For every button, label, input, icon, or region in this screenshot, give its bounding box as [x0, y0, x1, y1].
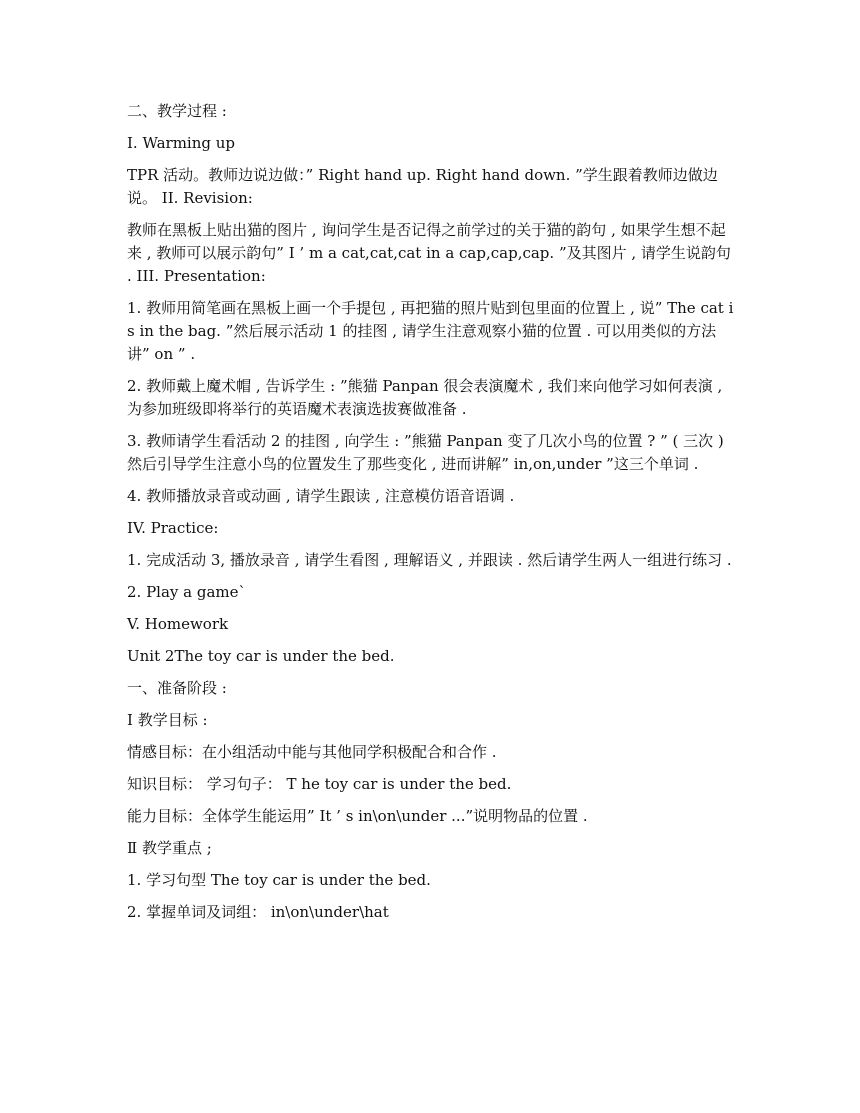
stage-heading-homework: V. Homework — [127, 615, 229, 633]
focus-item-2: 2. 掌握单词及词组： in\on\under\hat — [127, 903, 389, 921]
paragraph-presentation-step-2: 2. 教师戴上魔术帽 , 告诉学生 : ”熊猫 Panpan 很会表演魔术 , 我们来向他学习如何表演 , 为参加班级即将举行的英语魔术表演选拔赛做准备 . — [127, 377, 723, 418]
subheading-teaching-focus: Ⅱ 教学重点 ; — [127, 839, 212, 857]
section-heading-preparation: 一、准备阶段 : — [127, 679, 227, 697]
paragraph-tpr-activity: TPR 活动。教师边说边做：” Right hand up. Right hand down. ”学生跟着教师边做边说。 II. Revision: — [127, 166, 718, 207]
paragraph-practice-step-1: 1. 完成活动 3, 播放录音 , 请学生看图 , 理解语义 , 并跟读 . 然后请学生两人一组进行练习 . — [127, 551, 732, 569]
objective-knowledge: 知识目标： 学习句子： T he toy car is under the bed. — [127, 775, 512, 793]
paragraph-practice-step-2: 2. Play a game` — [127, 583, 247, 601]
paragraph-presentation-step-1: 1. 教师用简笔画在黑板上画一个手提包 , 再把猫的照片贴到包里面的位置上 , 说” The cat is in the bag. ”然后展示活动 1 的挂图 , 请学生注意观察小猫的位置 . 可以用类似的方法讲” on ” . — [127, 299, 734, 363]
objective-ability: 能力目标：全体学生能运用” It ’ s in\on\under ...”说明物品的位置 . — [127, 807, 588, 825]
paragraph-presentation-step-4: 4. 教师播放录音或动画 , 请学生跟读 , 注意模仿语音语调 . — [127, 487, 515, 505]
stage-heading-practice: IV. Practice: — [127, 519, 219, 537]
subheading-teaching-objectives: Ⅰ 教学目标 : — [127, 711, 208, 729]
focus-item-1: 1. 学习句型 The toy car is under the bed. — [127, 871, 431, 889]
stage-heading-warming-up: I. Warming up — [127, 134, 236, 152]
unit-title: Unit 2The toy car is under the bed. — [127, 647, 395, 665]
document-body — [127, 100, 737, 924]
objective-emotional: 情感目标：在小组活动中能与其他同学积极配合和合作 . — [127, 743, 497, 761]
paragraph-presentation-step-3: 3. 教师请学生看活动 2 的挂图 , 向学生 : ”熊猫 Panpan 变了几次小鸟的位置 ? ” ( 三次 ) 然后引导学生注意小鸟的位置发生了那些变化 , 进而讲解” in,on,under ”这三个单词 . — [127, 432, 724, 473]
section-heading-teaching-process: 二、教学过程 : — [127, 102, 227, 120]
paragraph-revision-rhyme: 教师在黑板上贴出猫的图片 , 询问学生是否记得之前学过的关于猫的韵句 , 如果学生想不起来 , 教师可以展示韵句” I ’ m a cat,cat,cat in a cap,cap,cap. ”及其图片 , 请学生说韵句 . III. Presentation: — [127, 221, 731, 285]
